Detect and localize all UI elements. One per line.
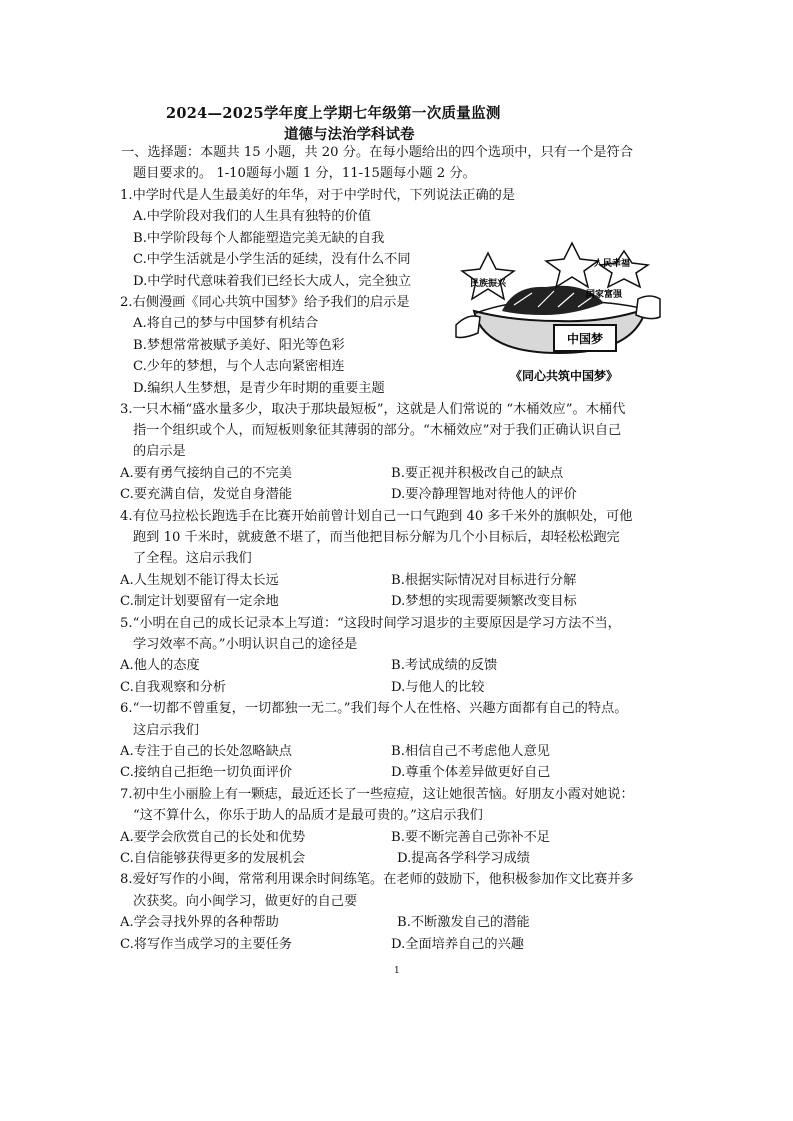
q3-stem-1: 3.一只木桶“盛水量多少，取决于那块最短板”，这就是人们常说的 “木桶效应”。木桶代 [120,402,626,417]
q2-option-c: C.少年的梦想，与个人志向紧密相连 [133,359,345,374]
q5-option-b: B.考试成绩的反馈 [391,658,498,673]
star-label-2: 人民幸福 [593,259,631,269]
section-instruction-2: 题目要求的。 1-10题每小题 1 分，11-15题每小题 2 分。 [133,166,476,181]
q8-stem-1: 8.爱好写作的小闽，常常利用课余时间练笔。在老师的鼓励下，他积极参加作文比赛并多 [120,872,634,887]
q8-option-c: C.将写作当成学习的主要任务 [120,937,293,952]
q2-option-d: D.编织人生梦想，是青少年时期的重要主题 [133,381,385,396]
q3-option-b: B.要正视并积极改自己的缺点 [391,466,564,481]
q4-option-d: D.梦想的实现需要频繁改变目标 [391,594,577,609]
q7-stem-2: “这不算什么，你乐于助人的品质才是最可贵的。”这启示我们 [133,808,483,823]
q4-option-c: C.制定计划要留有一定余地 [120,594,279,609]
q4-stem-3: 了全程。这启示我们 [133,551,252,566]
q7-option-c: C.自信能够获得更多的发展机会 [120,851,306,866]
cartoon-caption: 《同心共筑中国梦》 [509,369,619,383]
q3-stem-2: 指一个组织或个人，而短板则象征其薄弱的部分。“木桶效应”对于我们正确认识自己 [133,423,622,438]
q1-option-c: C.中学生活就是小学生活的延续，没有什么不同 [133,252,411,267]
q6-option-b: B.相信自己不考虑他人意见 [391,744,550,759]
q3-option-a: A.要有勇气接纳自己的不完美 [120,466,292,481]
q5-stem-2: 学习效率不高。”小明认识自己的途径是 [133,637,358,652]
cartoon-box-label: 中国梦 [566,332,604,346]
q2-option-a: A.将自己的梦与中国梦有机结合 [133,316,319,331]
q5-option-d: D.与他人的比较 [391,680,485,695]
q5-option-c: C.自我观察和分析 [120,680,227,695]
q1-option-a: A.中学阶段对我们的人生具有独特的价值 [133,209,371,224]
q2-option-b: B.梦想常常被赋予美好、阳光等色彩 [133,338,345,353]
q8-stem-2: 次获奖。向小闽学习，做更好的自己要 [133,894,358,909]
page-number: 1 [394,966,400,976]
q3-option-d: D.要冷静理智地对待他人的评价 [391,487,577,502]
q2-stem: 2.右侧漫画《同心共筑中国梦》给予我们的启示是 [120,295,410,310]
q6-option-d: D.尊重个体差异做更好自己 [391,765,551,780]
q7-option-b: B.要不断完善自己弥补不足 [391,830,550,845]
star-label-1: 民族振兴 [469,279,507,289]
q5-stem-1: 5.“小明在自己的成长记录本上写道：“这段时间学习退步的主要原因是学习方法不当， [120,616,621,631]
q4-option-b: B.根据实际情况对目标进行分解 [391,573,577,588]
q6-option-a: A.专注于自己的长处忽略缺点 [120,744,292,759]
exam-subtitle: 道德与法治学科试卷 [284,126,415,143]
q3-stem-3: 的启示是 [133,444,186,459]
q4-option-a: A.人生规划不能订得太长远 [120,573,279,588]
q6-option-c: C.接纳自己拒绝一切负面评价 [120,765,293,780]
exam-title: 2024—2025学年度上学期七年级第一次质量监测 [166,105,501,122]
q8-option-d: D.全面培养自己的兴趣 [391,937,524,952]
q1-stem: 1.中学时代是人生最美好的年华，对于中学时代，下列说法正确的是 [120,188,516,203]
q8-option-a: A.学会寻找外界的各种帮助 [120,915,279,930]
q7-option-a: A.要学会欣赏自己的长处和优势 [120,830,306,845]
q4-stem-1: 4.有位马拉松长跑选手在比赛开始前曾计划自己一口气跑到 40 多千米外的旗帜处，可他 [120,509,633,524]
q3-option-c: C.要充满自信，发觉自身潜能 [120,487,293,502]
q6-stem-1: 6.“一切都不曾重复，一切都独一无二。”我们每个人在性格、兴趣方面都有自己的特点。 [120,701,628,716]
star-label-3: 国家富强 [585,290,623,300]
q4-stem-2: 跑到 10 千米时，就疲惫不堪了，而当他把目标分解为几个小目标后，却轻松松跑完 [133,530,620,545]
q7-option-d: D.提高各学科学习成绩 [397,851,530,866]
cartoon-illustration [454,241,662,386]
q1-option-b: B.中学阶段每个人都能塑造完美无缺的自我 [133,231,385,246]
q1-option-d: D.中学时代意味着我们已经长大成人，完全独立 [133,274,412,289]
q6-stem-2: 这启示我们 [133,723,199,738]
q8-option-b: B.不断激发自己的潜能 [397,915,530,930]
section-instruction-1: 一、选择题：本题共 15 小题，共 20 分。在每小题给出的四个选项中，只有一个是符合 [121,145,633,160]
q5-option-a: A.他人的态度 [120,658,200,673]
q7-stem-1: 7.初中生小丽脸上有一颗痣，最近还长了一些痘痘，这让她很苦恼。好朋友小霞对她说： [120,787,634,802]
